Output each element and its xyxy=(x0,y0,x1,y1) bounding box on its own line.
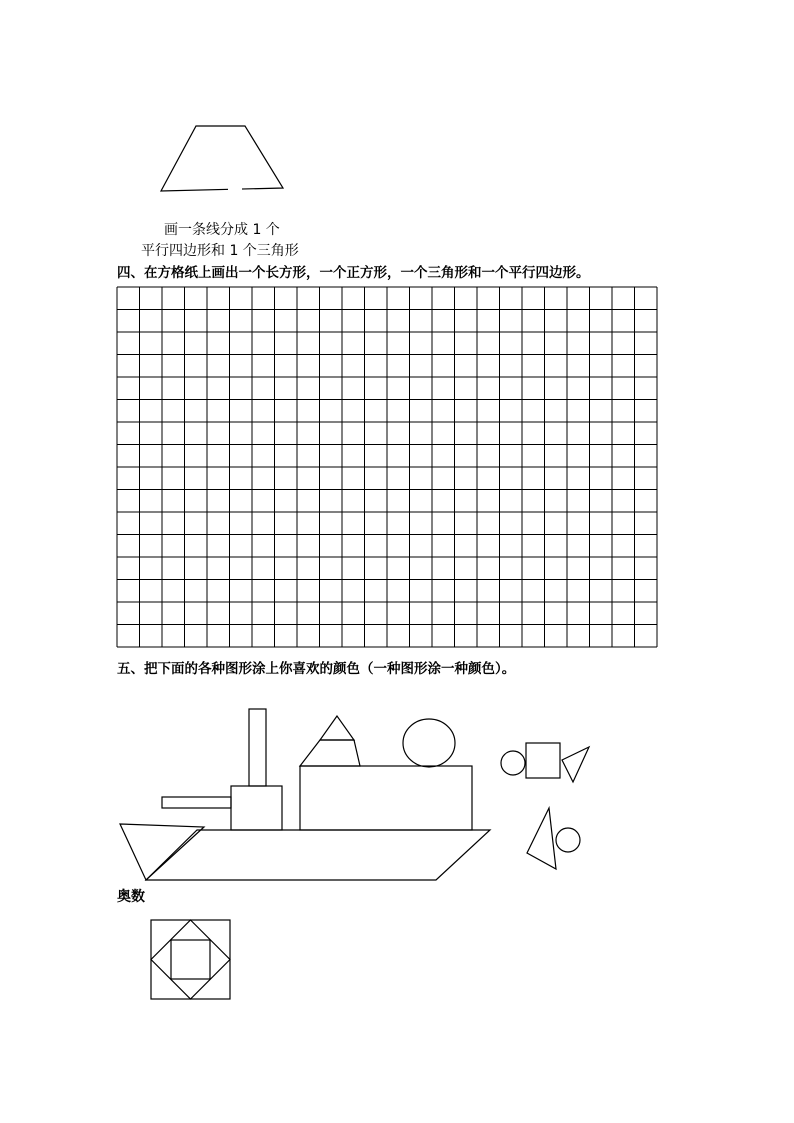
outer-square xyxy=(151,920,230,999)
trapezoid-caption-line1: 画一条线分成 1 个 xyxy=(164,222,280,238)
trapezoid-caption-line2: 平行四边形和 1 个三角形 xyxy=(141,243,299,259)
inner-square xyxy=(171,940,210,979)
diamond-square xyxy=(151,920,230,999)
section-5-heading: 五、把下面的各种图形涂上你喜欢的颜色（一种图形涂一种颜色）。 xyxy=(117,661,516,677)
section-4-heading: 四、在方格纸上画出一个长方形，一个正方形，一个三角形和一个平行四边形。 xyxy=(117,265,590,281)
olympiad-label: 奥数 xyxy=(117,889,145,905)
